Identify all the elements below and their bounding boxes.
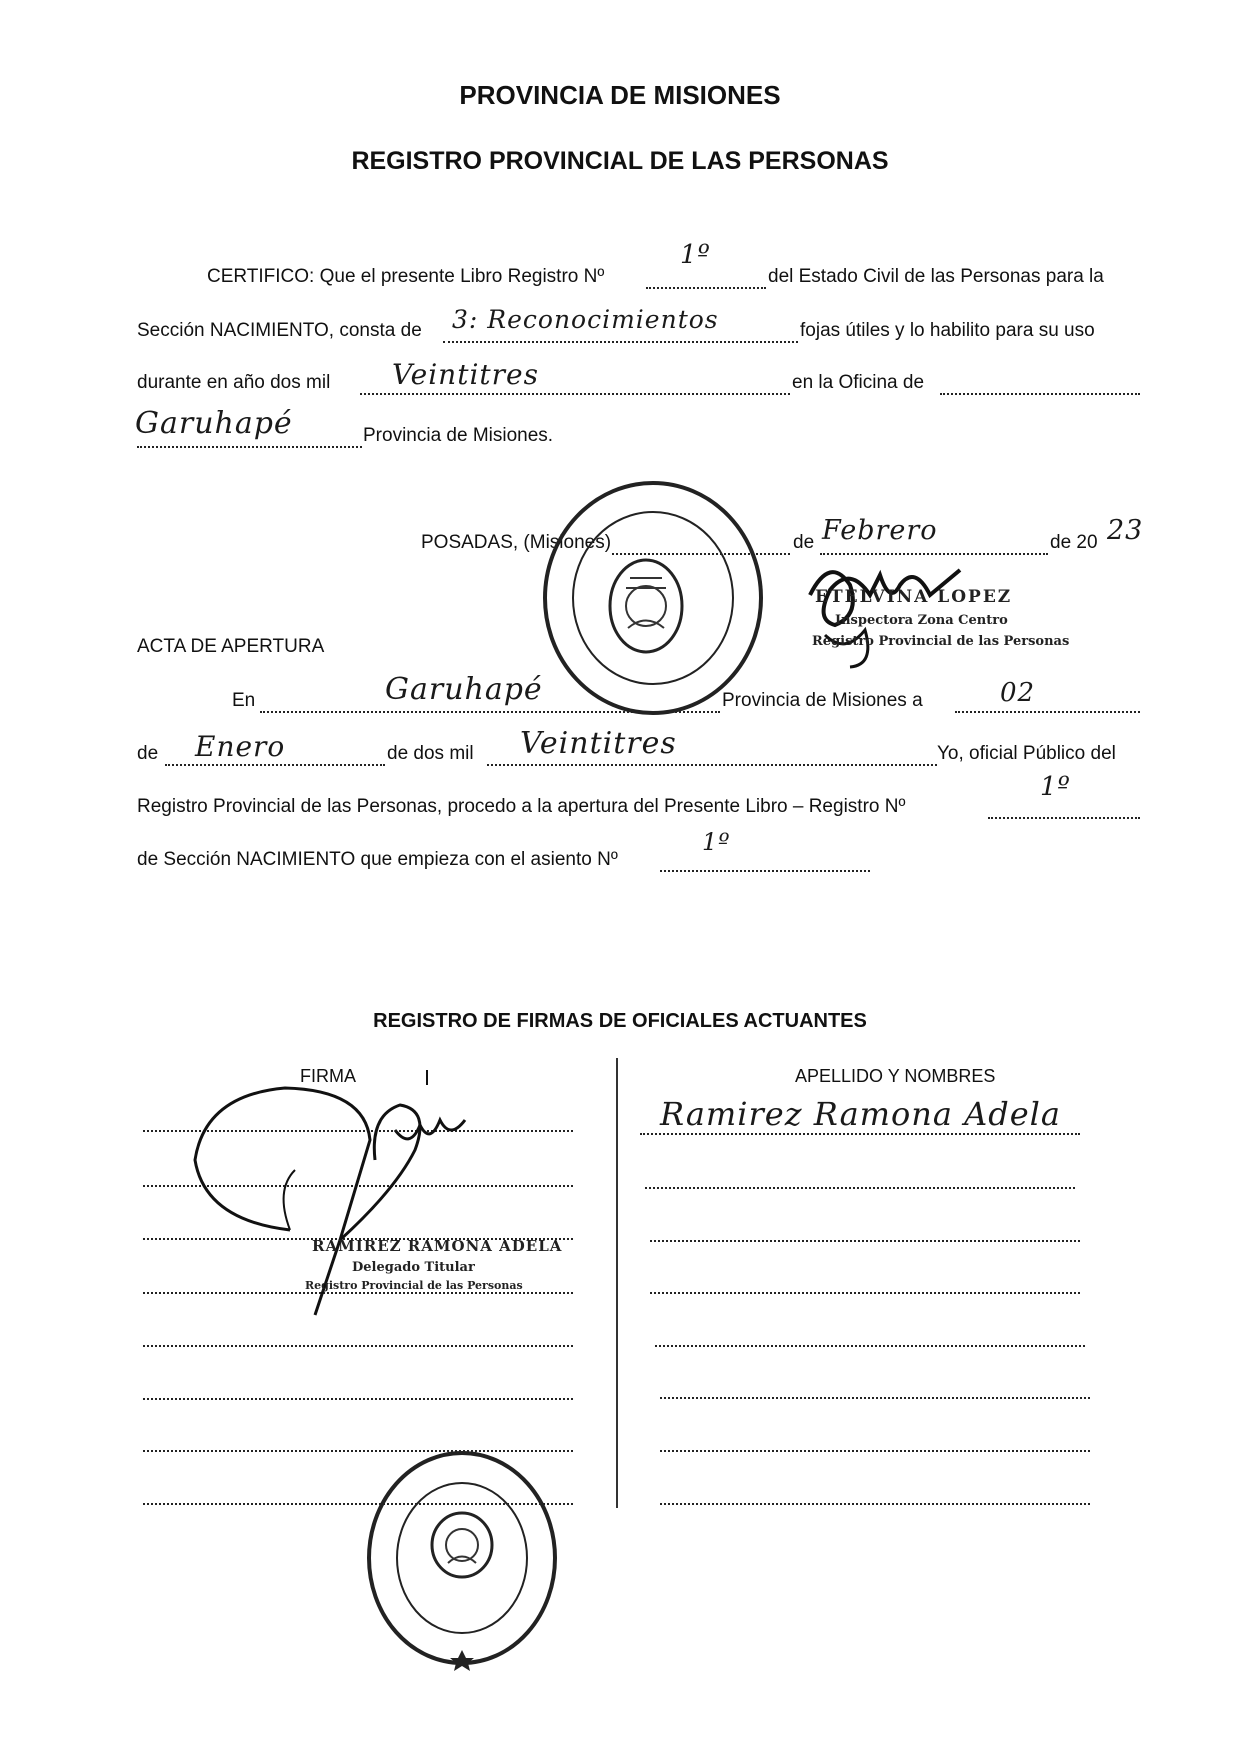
dotted-line	[260, 711, 720, 713]
place-date-anio-label: de 20	[1050, 532, 1098, 553]
handwritten-asiento: 1º	[702, 828, 731, 856]
nombres-column-header: APELLIDO Y NOMBRES	[795, 1066, 996, 1086]
firma-line	[143, 1398, 573, 1400]
certificate-text-1a: CERTIFICO: Que el presente Libro Registro Nº	[207, 266, 605, 287]
acta-text-1a: En	[232, 690, 256, 711]
signature-name-1: ETELVINA LOPEZ	[815, 587, 1013, 607]
handwritten-libro-numero-acta: 1º	[1040, 772, 1071, 802]
dotted-line	[646, 287, 766, 289]
handwritten-mes: Febrero	[822, 515, 938, 546]
place-date-label: POSADAS, (Misiones)	[421, 532, 612, 553]
dotted-line	[988, 817, 1140, 819]
handwritten-mes-acta: Enero	[195, 730, 286, 763]
signature-name-2: RAMIREZ RAMONA ADELA	[312, 1237, 563, 1255]
signature-org-2: Registro Provincial de las Personas	[305, 1279, 523, 1292]
certificate-text-1b: del Estado Civil de las Personas para la	[768, 266, 1104, 287]
acta-text-4: de Sección NACIMIENTO que empieza con el asiento Nº	[137, 849, 618, 870]
firma-column-header: FIRMA	[300, 1066, 356, 1086]
signature-role-2: Delegado Titular	[352, 1260, 475, 1275]
nombre-line	[660, 1397, 1090, 1399]
acta-text-2b: de dos mil	[387, 743, 474, 764]
certificate-text-3a: durante en año dos mil	[137, 372, 331, 393]
signature-role-1: Inspectora Zona Centro	[835, 613, 1008, 628]
handwritten-anio: Veintitres	[392, 358, 539, 391]
dotted-line	[940, 393, 1140, 395]
column-divider	[616, 1058, 618, 1508]
certificate-text-2b: fojas útiles y lo habilito para su uso	[800, 320, 1095, 341]
handwritten-dia: 02	[1000, 678, 1036, 708]
firma-line	[143, 1345, 573, 1347]
nombre-line	[650, 1292, 1080, 1294]
nombre-line	[655, 1345, 1085, 1347]
certificate-text-4b: Provincia de Misiones.	[363, 425, 554, 446]
place-date-de: de	[793, 532, 815, 553]
handwritten-anio-acta: Veintitres	[520, 726, 677, 761]
dotted-line	[443, 341, 798, 343]
nombre-line	[645, 1187, 1075, 1189]
dotted-line	[165, 764, 385, 766]
nombre-line	[640, 1133, 1080, 1135]
acta-text-1b: Provincia de Misiones a	[722, 690, 923, 711]
official-stamp-2	[362, 1445, 562, 1675]
official-stamp-1	[538, 478, 768, 718]
handwritten-oficina: Garuhapé	[135, 406, 293, 441]
nombre-line	[660, 1503, 1090, 1505]
firmas-heading: REGISTRO DE FIRMAS DE OFICIALES ACTUANTES	[373, 1010, 867, 1032]
dotted-line	[360, 393, 790, 395]
page-subtitle: REGISTRO PROVINCIAL DE LAS PERSONAS	[351, 147, 889, 175]
dotted-line	[487, 764, 937, 766]
nombre-line	[650, 1240, 1080, 1242]
certificate-text-3b: en la Oficina de	[792, 372, 925, 393]
handwritten-nombre-1: Ramirez Ramona Adela	[660, 1095, 1061, 1133]
handwritten-libro-numero: 1º	[680, 240, 711, 270]
acta-heading: ACTA DE APERTURA	[137, 636, 325, 657]
dotted-line	[660, 870, 870, 872]
handwritten-anio-corto: 23	[1107, 515, 1144, 546]
signature-org-1: Registro Provincial de las Personas	[812, 634, 1070, 649]
acta-text-2c: Yo, oficial Público del	[937, 743, 1116, 764]
acta-text-2a: de	[137, 743, 159, 764]
nombre-line	[660, 1450, 1090, 1452]
handwritten-fojas: 3: Reconocimientos	[452, 305, 719, 334]
acta-text-3: Registro Provincial de las Personas, procedo a la apertura del Presente Libro – Registro Nº	[137, 796, 906, 817]
dotted-line	[955, 711, 1140, 713]
handwritten-lugar: Garuhapé	[385, 672, 543, 707]
page-title: PROVINCIA DE MISIONES	[459, 80, 781, 110]
dotted-line	[137, 446, 362, 448]
certificate-text-2a: Sección NACIMIENTO, consta de	[137, 320, 422, 341]
